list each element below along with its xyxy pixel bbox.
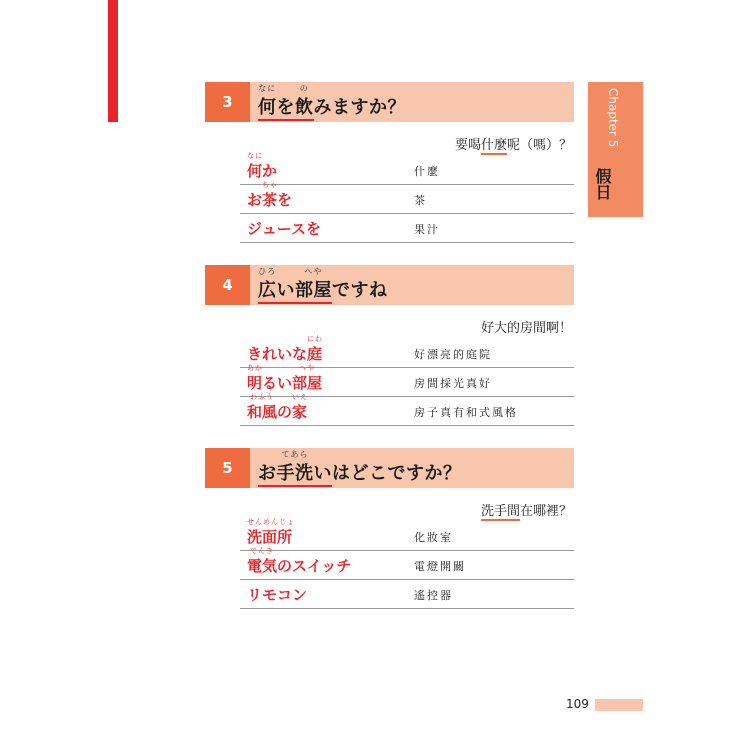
section-title <box>258 267 388 304</box>
text-segment: なに 何 <box>247 152 263 180</box>
section-number: 5 <box>205 448 250 488</box>
furigana: あか <box>247 364 263 372</box>
section-header <box>205 82 574 122</box>
text-segment: はどこですか？ <box>332 463 462 484</box>
vocab-chinese: 化妝室 <box>414 531 453 544</box>
furigana: ひろ <box>258 267 277 276</box>
vocab-chinese: 房間採光真好 <box>414 377 492 390</box>
page-number-bar <box>595 699 643 711</box>
vocab-chinese: 房子真有和式風格 <box>414 406 518 419</box>
section-title <box>258 450 462 487</box>
underlined-phrase: い <box>277 276 296 304</box>
text-segment: 好大的房間啊！ <box>480 321 572 336</box>
vocab-japanese <box>247 152 278 181</box>
vocab-row <box>240 518 574 551</box>
section-translation <box>455 134 572 155</box>
section-translation <box>481 500 572 521</box>
furigana: へや <box>304 267 323 276</box>
vocab-chinese: 茶 <box>414 194 427 207</box>
furigana: いえ <box>292 393 309 401</box>
page-edge-marker <box>108 0 118 122</box>
vocab-row <box>240 181 574 214</box>
furigana: なに <box>247 152 263 160</box>
vocab-japanese <box>247 584 307 605</box>
section-number: 3 <box>205 82 250 122</box>
text-segment: いえ 家 <box>292 393 309 421</box>
furigana: の <box>299 84 309 93</box>
underlined-phrase: ひろ 広 <box>258 276 277 304</box>
furigana: せんめんじょ <box>247 518 295 526</box>
section-header <box>205 265 574 305</box>
vocab-row <box>240 547 574 580</box>
text-segment: を <box>277 191 293 209</box>
underlined-phrase: 洗手間 <box>481 500 520 521</box>
chapter-label: Chapter 5 <box>606 88 620 148</box>
phrase-section-3 <box>205 82 574 238</box>
text-segment: ジュースを <box>247 220 321 238</box>
furigana: なに <box>258 84 277 93</box>
text-segment: ちゃ 茶 <box>262 181 279 209</box>
vocab-japanese <box>247 393 309 422</box>
underlined-phrase: の 飲 <box>295 93 314 121</box>
text-segment: みますか？ <box>313 97 406 118</box>
underlined-phrase: お <box>258 459 277 487</box>
vocab-japanese <box>247 218 321 239</box>
vocab-chinese: 好漂亮的庭院 <box>414 348 492 361</box>
section-header <box>205 448 574 488</box>
vocab-row <box>240 152 574 185</box>
text-segment: あか 明 <box>247 364 263 392</box>
chapter-tab[interactable] <box>588 82 643 217</box>
furigana: へや <box>299 364 316 372</box>
vocab-japanese <box>247 181 293 210</box>
text-segment: か <box>262 162 278 180</box>
vocab-row <box>240 393 574 426</box>
vocab-chinese: 什麼 <box>414 165 440 178</box>
text-segment: お <box>247 191 263 209</box>
vocab-japanese <box>247 547 352 576</box>
chapter-title: 假日 <box>593 168 612 200</box>
vocab-japanese <box>247 518 295 547</box>
underlined-phrase: へや 部屋 <box>295 276 332 304</box>
furigana: にわ <box>307 335 324 343</box>
underlined-phrase: い <box>314 459 333 487</box>
text-segment: わふう 和風 <box>247 393 278 421</box>
text-segment: 呢（嗎）？ <box>506 138 572 153</box>
section-title <box>258 84 406 121</box>
vocab-row <box>240 364 574 397</box>
text-segment: 要喝 <box>454 138 481 153</box>
underlined-phrase: なに 何 <box>258 93 277 121</box>
furigana: ちゃ <box>262 181 279 189</box>
vocab-chinese: 遙控器 <box>414 589 453 602</box>
furigana: わふう <box>250 393 274 401</box>
furigana: てあら <box>281 450 309 459</box>
vocab-row <box>240 214 574 243</box>
text-segment: リモコン <box>247 586 308 604</box>
vocab-row <box>240 580 574 609</box>
text-segment: にわ 庭 <box>307 335 324 363</box>
furigana: でんき <box>250 547 274 555</box>
text-segment: せんめんじょ 洗面所 <box>247 518 295 546</box>
text-segment: へや 部屋 <box>292 364 323 392</box>
vocab-row <box>240 335 574 368</box>
text-segment: きれいな <box>247 345 308 363</box>
text-segment: るい <box>262 374 293 392</box>
section-number: 4 <box>205 265 250 305</box>
vocab-japanese <box>247 335 324 364</box>
text-segment: のスイッチ <box>277 557 352 575</box>
page-number: 109 <box>566 697 589 711</box>
text-segment: の <box>277 403 293 421</box>
underlined-phrase: 什麼 <box>481 134 507 155</box>
vocab-japanese <box>247 364 323 393</box>
phrase-section-5 <box>205 448 574 604</box>
underlined-phrase: てあら 手洗 <box>277 459 314 487</box>
section-translation <box>481 317 572 336</box>
text-segment: でんき 電気 <box>247 547 278 575</box>
text-segment: 在哪裡？ <box>519 504 572 519</box>
vocab-chinese: 電燈開關 <box>414 560 466 573</box>
underlined-phrase: を <box>277 93 296 121</box>
phrase-section-4 <box>205 265 574 421</box>
text-segment: ですね <box>332 280 388 301</box>
vocab-chinese: 果汁 <box>414 223 440 236</box>
